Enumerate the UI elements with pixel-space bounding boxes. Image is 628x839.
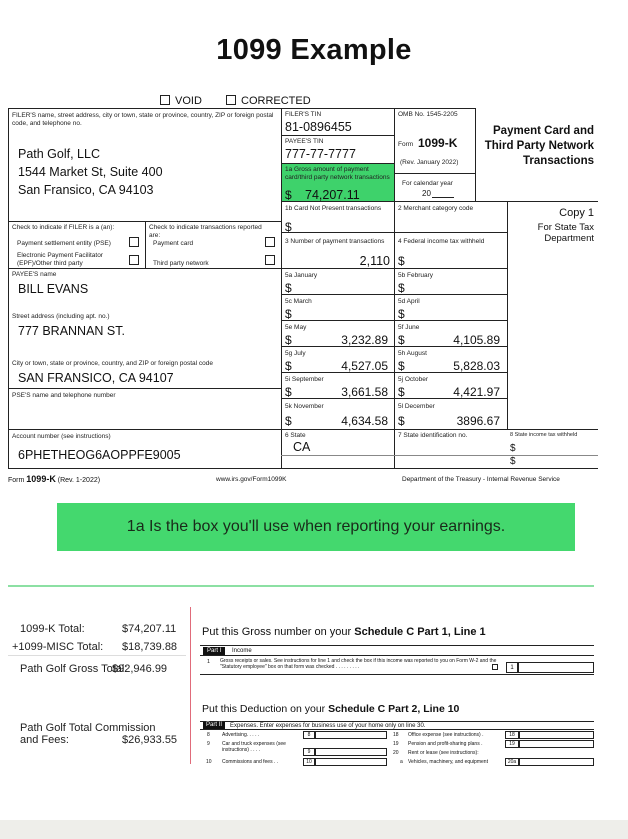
- box-2-label: 2 Merchant category code: [398, 205, 474, 212]
- corrected-label: CORRECTED: [241, 95, 311, 107]
- gross-total-label: Path Golf Gross Total:: [20, 663, 128, 675]
- box-1b-dollar: $: [285, 220, 292, 234]
- filer-label: FILER'S name, street address, city or town, state or province, country, ZIP or foreign postal code, and telephone no.: [12, 112, 274, 127]
- gross-total-value: $92,946.99: [112, 663, 168, 675]
- filer-name: Path Golf, LLC: [18, 147, 100, 161]
- form-prefix: Form: [398, 141, 414, 148]
- void-label: VOID: [175, 95, 202, 107]
- check-filer-label: Check to indicate if FILER is a (an):: [12, 224, 115, 231]
- part2-title: Expenses. Enter expenses for business use of your home only on line 30.: [230, 723, 426, 729]
- box-1a-label: 1a Gross amount of payment card/third party network transactions: [285, 166, 390, 181]
- form-1099k: FILER'S name, street address, city or town, state or province, country, ZIP or foreign postal code, and telephone no. Path Golf, LLC 1544 Market St, Suite 400 San Fransico, CA 94103 FILER'S TIN 81-0896455 PAYEE'S TIN 777-77-7777 1a Gross amount of payment card/third party network transactions $ 74,207.11 OMB No. 1545-2205 Form 1099-K (Rev. January 2022) For calendar year 20 Payment Card and Third Party Network Transactions Copy 1 For State Tax Department Check to indicate if FILER is a (an): Payment settlement entity (PSE) Electronic Payment Facilitator (EPF)/Other third party Check to indicate transactions reported are: Payment card Third party network 1b Card Not Present transactions $ 2 Merchant category code 3 Number of payment transactions 2,110 4 Federal income tax withheld $ PAYEE'S name BILL EVANS Street address (including apt. no.) 777 BRANNAN ST. City or town, state or province, country, and ZIP or foreign postal code SAN FRANSICO, CA 94107 PSE'S name and telephone number Account number (see instructions) 6PHETHEOG6AOPPFE9005 5a January $ 5b February $ 5c March $ 5d April $ 5e May $ 3,232.89 5f June $ 4,105.89 5g July $ 4,527.05 5h August $ 5,828.03 5i September $ 3,661.58 5j October $ 4,421.97 5k November $ 4,634.58 5l December $ 3896.67 6 State CA 7 State identification no. 8 State income tax withheld $ $ Form 1099-K (Rev. 1-2022) www.irs.gov/Form1099K Department of the Treasury - Internal Revenue Service: [0, 0, 628, 480]
- form-rev: (Rev. January 2022): [400, 159, 459, 166]
- page-title: 1099 Example: [216, 34, 412, 66]
- box-4-label: 4 Federal income tax withheld: [398, 238, 485, 245]
- section-divider: [8, 585, 594, 587]
- box-4-dollar: $: [398, 254, 405, 268]
- pse-checkbox[interactable]: [129, 237, 139, 247]
- schedule-c-part1-heading: Put this Gross number on your Schedule C Part 1, Line 1: [202, 626, 486, 638]
- part2-tag: Part II: [203, 722, 225, 729]
- box-3-value: 2,110: [359, 254, 390, 268]
- part1-tag: Part I: [203, 647, 225, 655]
- check-trans-opt1: Payment card: [153, 240, 194, 247]
- box-7-label: 7 State identification no.: [398, 432, 468, 439]
- payee-tin-label: PAYEE'S TIN: [285, 138, 324, 145]
- box-8-dollar-1: $: [510, 443, 516, 454]
- box-1a-dollar: $: [285, 188, 292, 202]
- part1-title: Income: [232, 648, 252, 654]
- schedule-c-part2: Part II Expenses. Enter expenses for business use of your home only on line 30. 8 Advertising. . . . . 8 9 Car and truck expenses (see instructions) . . . . 9 10 Commissions and fees . . 10 18 Office expense (see instructions) . 18 19 Pension and profit-sharing plans . 19 20 Rent or lease (see instructions): a Vehicles, machinery, and equipment 20a: [200, 721, 594, 769]
- city-label: City or town, state or province, country, and ZIP or foreign postal code: [12, 360, 213, 367]
- k-total-value: $74,207.11: [122, 623, 177, 635]
- form-title: Payment Card and Third Party Network Transactions: [484, 125, 594, 167]
- cal-year: 20: [422, 189, 431, 198]
- payee-city: SAN FRANSICO, CA 94107: [18, 371, 174, 385]
- box-8-label: 8 State income tax withheld: [510, 432, 578, 438]
- box-6-label: 6 State: [285, 432, 306, 439]
- summary-rule: [8, 655, 186, 656]
- account-value: 6PHETHEOG6AOPPFE9005: [18, 448, 181, 462]
- check-filer-opt2: Electronic Payment Facilitator (EPF)/Other third party: [17, 252, 103, 267]
- copy-title: Copy 1: [559, 207, 594, 219]
- filer-street: 1544 Market St, Suite 400: [18, 165, 163, 179]
- statutory-checkbox[interactable]: [492, 664, 498, 670]
- red-divider: [190, 607, 191, 764]
- filer-tin-value: 81-0896455: [285, 120, 352, 134]
- filer-tin-label: FILER'S TIN: [285, 111, 322, 118]
- third-party-checkbox[interactable]: [265, 255, 275, 265]
- box-6-value: CA: [293, 440, 311, 454]
- payee-tin-value: 777-77-7777: [285, 147, 356, 161]
- commission-label: Path Golf Total Commission and Fees:: [20, 722, 156, 746]
- banner-text: 1a Is the box you'll use when reporting your earnings.: [126, 518, 506, 535]
- copy-subtitle: For State Tax Department: [537, 222, 594, 244]
- schedule-c-part1: [200, 645, 594, 675]
- line1-entry[interactable]: [518, 662, 594, 673]
- footer-dept: Department of the Treasury - Internal Revenue Service: [402, 476, 560, 483]
- check-trans-opt2: Third party network: [153, 260, 209, 267]
- line1-num: 1: [207, 659, 211, 665]
- check-trans-label: Check to indicate transactions reported are:: [149, 224, 262, 239]
- info-banner: [57, 503, 575, 551]
- line1-box: 1: [506, 662, 518, 673]
- footer-url[interactable]: www.irs.gov/Form1099K: [216, 476, 287, 483]
- footer-form: Form 1099-K (Rev. 1-2022): [8, 474, 101, 484]
- street-label: Street address (including apt. no.): [12, 313, 110, 320]
- pse-label: PSE'S name and telephone number: [12, 392, 116, 399]
- box-1b-label: 1b Card Not Present transactions: [285, 205, 382, 212]
- form-name: 1099-K: [418, 136, 458, 150]
- misc-total-label: +1099-MISC Total:: [12, 641, 104, 653]
- account-label: Account number (see instructions): [12, 433, 111, 440]
- omb-number: OMB No. 1545-2205: [398, 111, 458, 118]
- box-8-dollar-2: $: [510, 456, 516, 467]
- schedule-c-part2-heading: Put this Deduction on your Schedule C Part 2, Line 10: [202, 703, 460, 715]
- payee-name: BILL EVANS: [18, 282, 89, 296]
- box-3-label: 3 Number of payment transactions: [285, 238, 385, 245]
- bottom-band: [0, 820, 628, 839]
- filer-city: San Fransico, CA 94103: [18, 183, 154, 197]
- payee-street: 777 BRANNAN ST.: [18, 324, 125, 338]
- cal-year-label: For calendar year: [402, 180, 453, 187]
- k-total-label: 1099-K Total:: [20, 623, 85, 635]
- commission-value: $26,933.55: [122, 734, 178, 746]
- misc-total-value: $18,739.88: [122, 641, 178, 653]
- epf-checkbox[interactable]: [129, 255, 139, 265]
- line1-text: Gross receipts or sales. See instructions for line 1 and check the box if this income was reported to you on Form W-2 and the "Statutory employee" box on that form was checked . . . . . . . . .: [220, 658, 497, 670]
- check-filer-opt1: Payment settlement entity (PSE): [17, 240, 111, 247]
- box-1a-value: 74,207.11: [305, 188, 360, 202]
- payment-card-checkbox[interactable]: [265, 237, 275, 247]
- payee-label: PAYEE'S name: [12, 271, 57, 278]
